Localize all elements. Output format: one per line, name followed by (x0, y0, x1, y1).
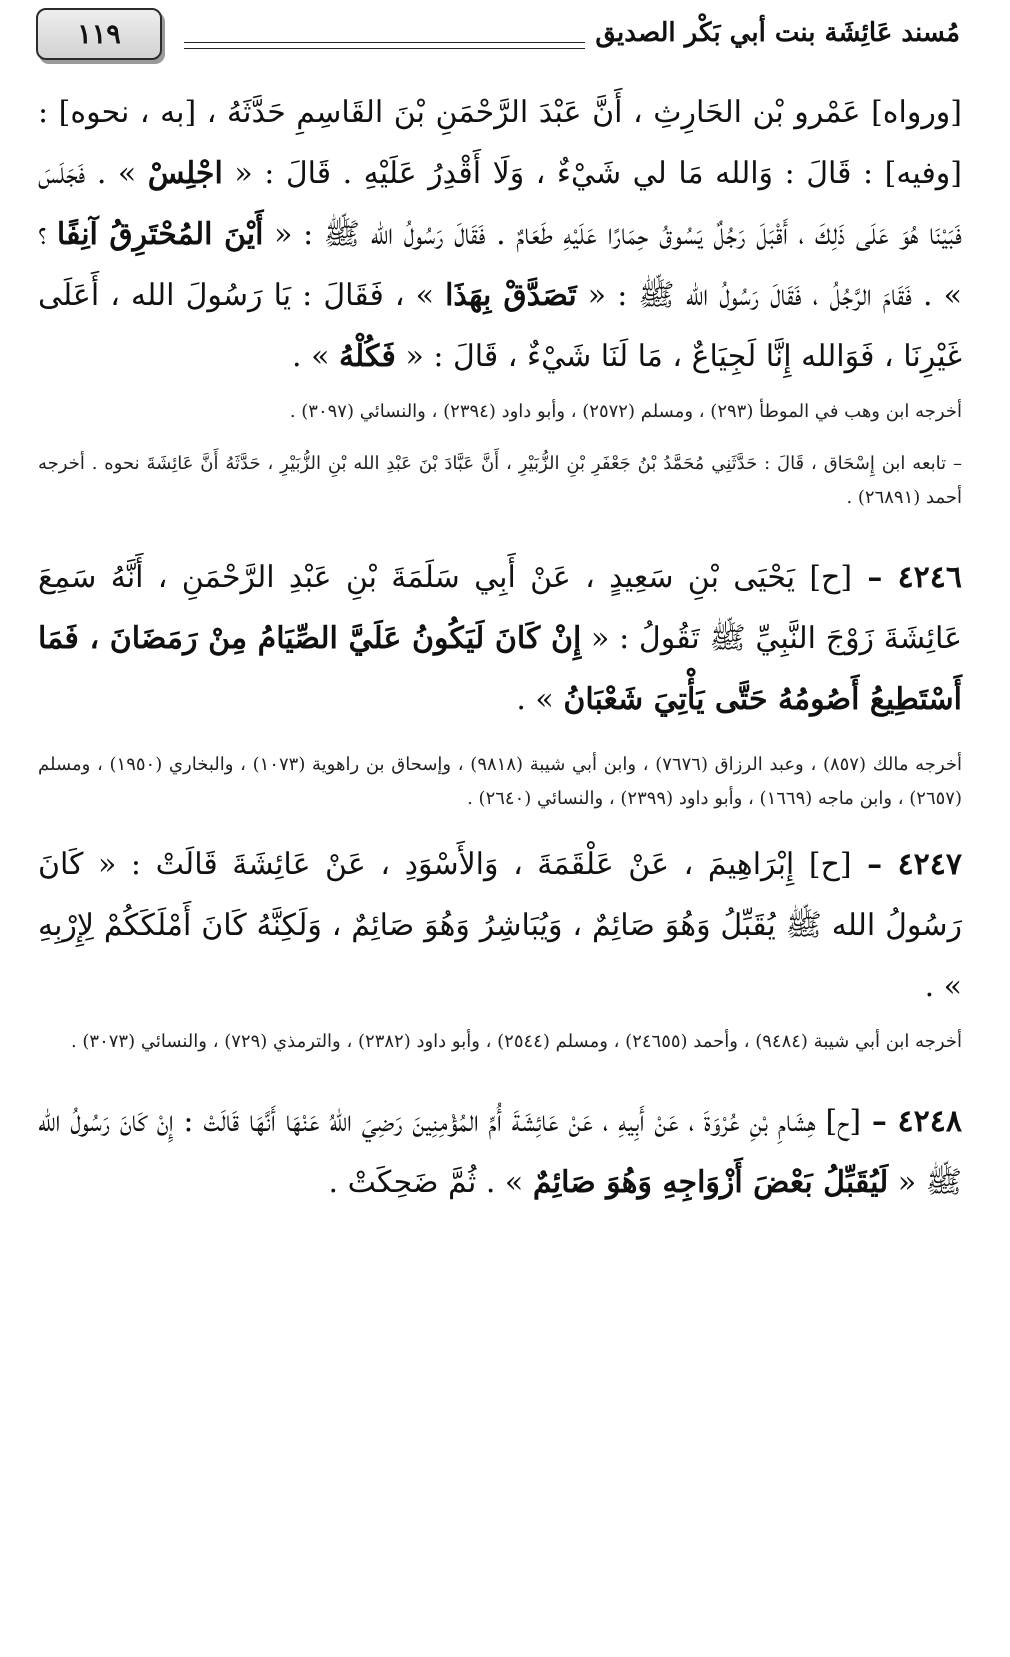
takhrij-note: أخرجه ابن وهب في الموطأ (٢٩٣) ، ومسلم (٢٥٧٢) ، وأبو داود (٢٣٩٤) ، والنسائي (٣٠٩٧) . (289, 401, 962, 422)
text-span: » . (292, 339, 339, 374)
hadith-number: ٤٢٤٧ – (851, 847, 963, 882)
page-number: ١١٩ (36, 8, 162, 60)
hadith-4247 (38, 834, 962, 1017)
running-title: مُسند عَائِشَة بنت أبي بَكْر الصديق (595, 18, 960, 48)
page-header (36, 8, 960, 62)
takhrij-note: أخرجه مالك (٨٥٧) ، وعبد الرزاق (٧٦٧٦) ، وابن أبي شيبة (٩٨١٨) ، وإسحاق بن راهوية (١٠٧٣) ، والبخاري (١٩٥٠) ، ومسلم (٢٦٥٧) ، وابن ماجه (١٦٦٩) ، وأبو داود (٢٣٩٩) ، والنسائي (٢٦٤٠) . (38, 754, 962, 809)
text-span: » . فَجَلَسَ فَبَيْنَا هُوَ عَلَى ذَلِكَ ، أَقْبَلَ رَجُلٌ يَسُوقُ حِمَارًا عَلَيْهِ طَعَامٌ . فَقَالَ رَسُولُ الله ﷺ : « (38, 156, 962, 252)
text-span: [ح] إِبْرَاهِيمَ ، عَنْ عَلْقَمَةَ ، وَالأَسْوَدِ ، عَنْ عَائِشَةَ قَالَتْ : « كَانَ رَسُولُ الله ﷺ يُقَبِّلُ وَهُوَ صَائِمٌ ، وَيُبَاشِرُ وَهُوَ صَائِمٌ ، وَلَكِنَّهُ كَانَ أَمْلَكَكُمْ لِإِرْبِهِ » . (38, 847, 962, 1004)
text-span: ؟ » . فَقَامَ الرَّجُلُ ، فَقَالَ رَسُولُ الله ﷺ : « (38, 217, 962, 313)
prophetic-saying: فَكُلْهُ (338, 339, 396, 374)
prophetic-saying: أَيْنَ المُحْتَرِقُ آنِفًا (56, 217, 264, 252)
prophetic-saying: اجْلِسْ (147, 156, 223, 191)
takhrij-note: أخرجه ابن أبي شيبة (٩٤٨٤) ، وأحمد (٢٤٦٥٥) ، ومسلم (٢٥٤٤) ، وأبو داود (٢٣٨٢) ، والترمذي (٧٢٩) ، والنسائي (٣٠٧٣) . (70, 1031, 962, 1052)
text-span: » . (516, 682, 564, 717)
prophetic-saying: تَصَدَّقْ بِهَذَا (445, 278, 577, 313)
text-span: [ورواه] عَمْرو بْن الحَارِثِ ، أَنَّ عَبْدَ الرَّحْمَنِ بْنَ القَاسِمِ حَدَّثَهُ ، [به ، نحوه] : [وفيه] : قَالَ : وَالله مَا لي شَيْءٌ ، وَلَا أَقْدِرُ عَلَيْهِ . قَالَ : « (38, 95, 962, 191)
text-span: » ، فَقَالَ : يَا رَسُولَ الله ، أَعَلَى غَيْرِنَا ، فَوَالله إِنَّا لَجِيَاعٌ ، مَا لَنَا شَيْءٌ ، قَالَ : « (38, 278, 962, 374)
hadith-number: ٤٢٤٨ – (861, 1104, 962, 1139)
page-body (38, 82, 962, 1213)
mutaba-note: – تابعه ابن إِسْحَاق ، قَالَ : حَدَّثَنِي مُحَمَّدُ بْنُ جَعْفَرِ بْنِ الزُّبَيْرِ ، أَنَّ عَبَّادَ بْنَ عَبْدِ الله بْنِ الزُّبَيْرِ ، حَدَّثَهُ أَنَّ عَائِشَةَ نحوه . أخرجه أحمد (٢٦٨٩١) . (38, 453, 962, 508)
text-span: » . ثُمَّ ضَحِكَتْ . (328, 1165, 533, 1200)
hadith-matn: إِنْ كَانَ لَيَكُونُ عَلَيَّ الصِّيَامُ مِنْ رَمَضَانَ ، فَمَا أَسْتَطِيعُ أَصُومُهُ حَتَّى يَأْتِيَ شَعْبَانُ (38, 621, 962, 717)
text-span: [ح] يَحْيَى بْنِ سَعِيدٍ ، عَنْ أَبِي سَلَمَةَ بْنِ عَبْدِ الرَّحْمَنِ ، أَنَّهُ سَمِعَ عَائِشَةَ زَوْجَ النَّبِيِّ ﷺ تَقُولُ : « (38, 560, 962, 656)
hadith-text (38, 82, 962, 387)
hadith-matn: لَيُقَبِّلُ بَعْضَ أَزْوَاجِهِ وَهُوَ صَائِمٌ (532, 1165, 889, 1200)
hadith-number: ٤٢٤٦ – (852, 560, 963, 595)
text-span: [ح] هِشَامِ بْنِ عُرْوَةَ ، عَنْ أَبِيهِ ، عَنْ عَائِشَةَ أُمِّ المُؤْمِنِينَ رَضِيَ اللهُ عَنْهَا أَنَّهَا قَالَتْ : إِنْ كَانَ رَسُولُ الله ﷺ « (38, 1104, 962, 1200)
hadith-4248 (38, 1091, 962, 1213)
header-divider (184, 42, 585, 49)
hadith-4246 (38, 547, 962, 730)
